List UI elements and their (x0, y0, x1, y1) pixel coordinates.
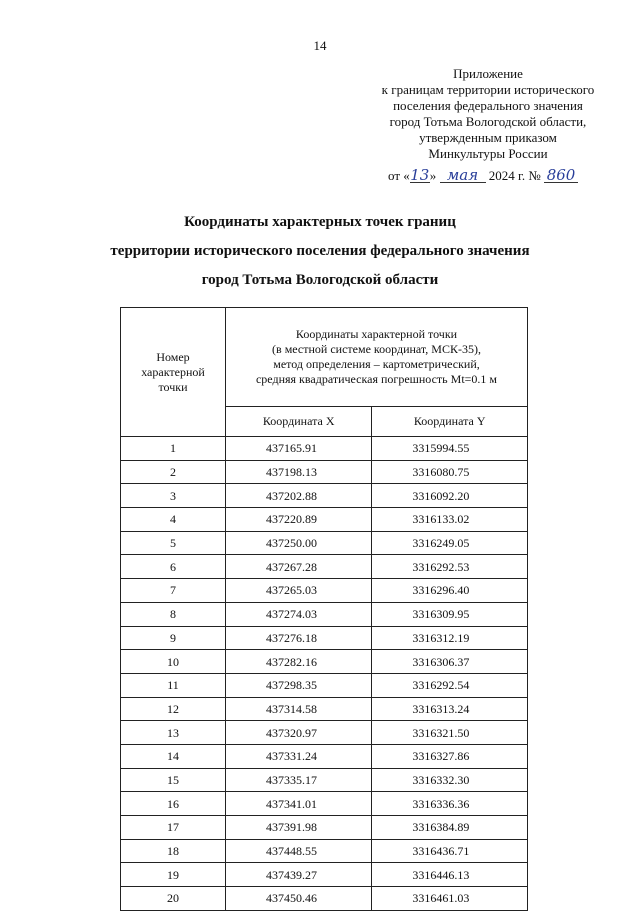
order-month: мая (440, 168, 486, 183)
cell-coordinate-y: 3316312.19 (372, 626, 528, 650)
cell-coordinate-x: 437391.98 (226, 816, 372, 840)
appendix-line: к границам территории исторического (381, 82, 595, 97)
table-row (121, 768, 528, 792)
cell-coordinate-x: 437331.24 (226, 744, 372, 768)
cell-coordinate-y: 3316384.89 (372, 816, 528, 840)
table-row (121, 721, 528, 745)
column-header-y: Координата Y (372, 406, 528, 436)
cell-coordinate-y: 3316436.71 (372, 839, 528, 863)
order-year-text: 2024 г. № (488, 168, 541, 183)
cell-point-number: 2 (121, 460, 226, 484)
cell-coordinate-y: 3316336.36 (372, 792, 528, 816)
table-row (121, 887, 528, 911)
cell-point-number: 14 (121, 744, 226, 768)
cell-coordinate-x: 437448.55 (226, 839, 372, 863)
cell-point-number: 8 (121, 602, 226, 626)
cell-point-number: 12 (121, 697, 226, 721)
table-row (121, 816, 528, 840)
table-row (121, 863, 528, 887)
cell-point-number: 18 (121, 839, 226, 863)
table-row (121, 744, 528, 768)
document-title (0, 208, 640, 295)
cell-coordinate-x: 437282.16 (226, 650, 372, 674)
coordinates-table (120, 307, 528, 911)
table-row (121, 555, 528, 579)
page-number: 14 (313, 38, 327, 53)
cell-point-number: 11 (121, 673, 226, 697)
table-row (121, 531, 528, 555)
cell-point-number: 16 (121, 792, 226, 816)
cell-coordinate-x: 437265.03 (226, 579, 372, 603)
cell-coordinate-x: 437298.35 (226, 673, 372, 697)
order-number: 860 (544, 168, 578, 183)
table-row (121, 460, 528, 484)
header-line: характерной (141, 364, 205, 379)
cell-coordinate-y: 3316292.53 (372, 555, 528, 579)
table-row (121, 697, 528, 721)
table-row (121, 508, 528, 532)
cell-point-number: 3 (121, 484, 226, 508)
cell-coordinate-x: 437314.58 (226, 697, 372, 721)
cell-coordinate-y: 3316296.40 (372, 579, 528, 603)
table-row (121, 792, 528, 816)
column-header-x: Координата X (226, 406, 372, 436)
cell-point-number: 5 (121, 531, 226, 555)
cell-coordinate-x: 437165.91 (226, 437, 372, 461)
cell-point-number: 9 (121, 626, 226, 650)
cell-coordinate-y: 3316332.30 (372, 768, 528, 792)
cell-coordinate-x: 437220.89 (226, 508, 372, 532)
appendix-line: Минкультуры России (428, 146, 548, 161)
cell-coordinate-x: 437341.01 (226, 792, 372, 816)
cell-point-number: 20 (121, 887, 226, 911)
cell-coordinate-y: 3316309.95 (372, 602, 528, 626)
cell-point-number: 6 (121, 555, 226, 579)
order-day: 13 (410, 166, 430, 184)
order-close-quote: » (429, 168, 437, 183)
cell-coordinate-x: 437250.00 (226, 531, 372, 555)
cell-coordinate-y: 3316249.05 (372, 531, 528, 555)
appendix-line: утвержденным приказом (419, 130, 557, 145)
appendix-line: Приложение (453, 66, 523, 81)
cell-coordinate-y: 3316313.24 (372, 697, 528, 721)
title-line: город Тотьма Вологодской области (201, 272, 439, 288)
cell-coordinate-x: 437267.28 (226, 555, 372, 579)
title-line: территории исторического поселения федерального значения (110, 243, 530, 259)
header-line: средняя квадратическая погрешность Mt=0.1 м (255, 371, 498, 386)
table-row (121, 626, 528, 650)
table-row (121, 673, 528, 697)
cell-coordinate-x: 437202.88 (226, 484, 372, 508)
cell-coordinate-x: 437335.17 (226, 768, 372, 792)
header-line: Номер (156, 349, 190, 364)
cell-coordinate-y: 3316446.13 (372, 863, 528, 887)
cell-coordinate-y: 3316321.50 (372, 721, 528, 745)
header-line: Координаты характерной точки (295, 326, 458, 341)
cell-coordinate-y: 3316306.37 (372, 650, 528, 674)
cell-point-number: 19 (121, 863, 226, 887)
table-row (121, 602, 528, 626)
table-row (121, 437, 528, 461)
cell-point-number: 7 (121, 579, 226, 603)
order-prefix: от « (388, 168, 410, 183)
table-row (121, 484, 528, 508)
appendix-line: город Тотьма Вологодской области, (389, 114, 587, 129)
cell-point-number: 15 (121, 768, 226, 792)
cell-coordinate-y: 3315994.55 (372, 437, 528, 461)
cell-coordinate-y: 3316327.86 (372, 744, 528, 768)
cell-coordinate-y: 3316092.20 (372, 484, 528, 508)
header-line: точки (158, 379, 188, 394)
cell-coordinate-x: 437320.97 (226, 721, 372, 745)
cell-coordinate-x: 437276.18 (226, 626, 372, 650)
cell-coordinate-y: 3316461.03 (372, 887, 528, 911)
cell-point-number: 4 (121, 508, 226, 532)
cell-coordinate-y: 3316080.75 (372, 460, 528, 484)
appendix-line: поселения федерального значения (393, 98, 583, 113)
table-row (121, 839, 528, 863)
cell-coordinate-x: 437439.27 (226, 863, 372, 887)
table-body (121, 437, 528, 911)
title-line: Координаты характерных точек границ (184, 214, 456, 230)
header-line: (в местной системе координат, МСК-35), (272, 341, 481, 356)
cell-coordinate-y: 3316133.02 (372, 508, 528, 532)
order-line (388, 168, 628, 184)
cell-coordinate-x: 437274.03 (226, 602, 372, 626)
cell-coordinate-x: 437198.13 (226, 460, 372, 484)
cell-point-number: 17 (121, 816, 226, 840)
table-row (121, 579, 528, 603)
table-row (121, 650, 528, 674)
cell-coordinate-y: 3316292.54 (372, 673, 528, 697)
appendix-block (358, 66, 618, 162)
column-header-number (121, 308, 226, 437)
header-line: метод определения – картометрический, (273, 356, 480, 371)
column-header-coordinates (226, 308, 528, 407)
cell-point-number: 13 (121, 721, 226, 745)
cell-point-number: 10 (121, 650, 226, 674)
cell-coordinate-x: 437450.46 (226, 887, 372, 911)
cell-point-number: 1 (121, 437, 226, 461)
